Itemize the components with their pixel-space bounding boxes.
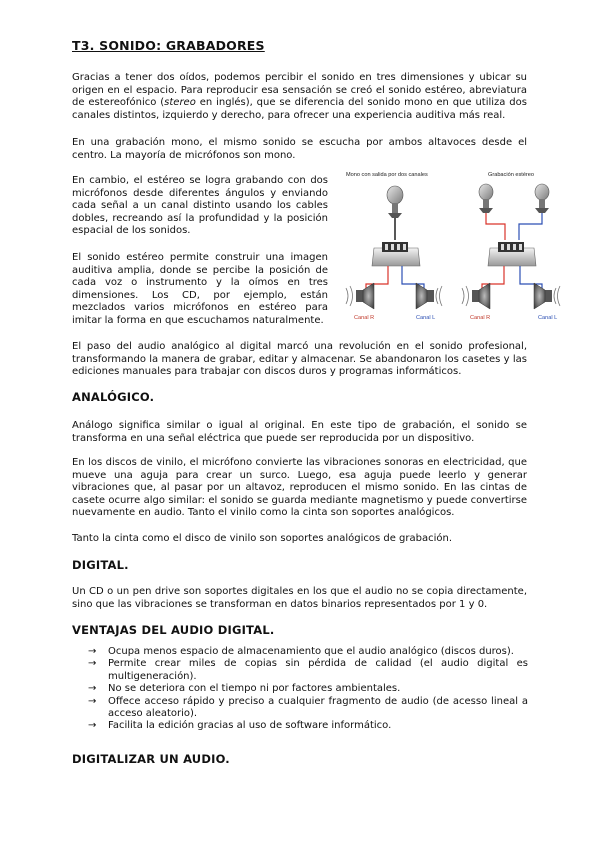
left-diagram-caption: Mono con salida por dos canales	[346, 172, 428, 178]
stereo-canal-r-label: Canal R	[470, 315, 491, 321]
mono-canal-l-label: Canal L	[416, 315, 436, 321]
arrow-right-icon: →	[88, 683, 97, 695]
intro-p1-text-start: Gracias a tener dos oídos, podemos percibir el sonido en tres dimensiones y ubicar su origen en el espacio. Para reproducir esa sensación se creó el sonido estéreo, abreviatura de estereofónico (	[72, 72, 527, 109]
stereo-microphone-right-icon	[535, 184, 549, 213]
list-item-text: Ocupa menos espacio de almacenamiento que el audio analógico (discos duros).	[108, 646, 514, 657]
list-item-text: Permite crear miles de copias sin pérdida de calidad (el audio digital es multigeneración).	[108, 658, 528, 682]
mono-right-speaker-icon	[416, 283, 442, 309]
list-item	[88, 646, 528, 658]
mono-microphone-icon	[387, 186, 403, 218]
advantages-list	[88, 646, 528, 733]
mono-canal-r-label: Canal R	[354, 315, 375, 321]
intro-p1-text-end: en inglés), que se diferencia del sonido mono en que utiliza dos canales distintos, izquierdo y derecho, para ofrecer una experiencia auditiva más real.	[72, 97, 527, 121]
mono-mixer-icon	[372, 242, 420, 266]
mono-stereo-diagram	[338, 168, 568, 326]
stereo-blue-input-cable	[519, 213, 542, 240]
list-item-text: No se deteriora con el tiempo ni por factores ambientales.	[108, 683, 401, 695]
right-diagram-caption: Grabación estéreo	[488, 172, 535, 178]
analog-paragraph-2: En los discos de vinilo, el micrófono convierte las vibraciones sonoras en electricidad, que mueve una aguja para crear un surco. Luego, esa aguja puede leerlo y generar vibraciones que, al pasar por un altavoz, reproducen el mismo sonido. En las cintas de casete ocurre algo similar: el sonido se guarda mediante magnetismo y puede convertirse nuevamente en audio. Tanto el vinilo como la cinta son soportes analógicos.	[72, 457, 527, 519]
page-title: T3. SONIDO: GRABADORES	[72, 38, 265, 53]
list-item	[88, 720, 528, 732]
heading-digital: DIGITAL.	[72, 558, 129, 572]
list-item	[88, 658, 528, 683]
arrow-right-icon: →	[88, 658, 97, 670]
intro-paragraph-5: El paso del audio analógico al digital marcó una revolución en el sonido profesional, transformando la manera de grabar, editar y almacenar. Se abandonaron los casetes y las ediciones manuales para trabajar con discos duros y programas informáticos.	[72, 341, 527, 378]
stereo-left-speaker-icon	[462, 283, 490, 309]
analog-paragraph-1: Análogo significa similar o igual al original. En este tipo de grabación, el sonido se transforma en una señal eléctrica que puede ser reproducida por un dispositivo.	[72, 420, 527, 444]
intro-paragraph-1	[72, 72, 527, 122]
stereo-canal-l-label: Canal L	[538, 315, 558, 321]
intro-p1-emphasis: stereo	[164, 97, 196, 109]
list-item	[88, 683, 528, 695]
arrow-right-icon: →	[88, 646, 97, 657]
arrow-right-icon: →	[88, 695, 97, 707]
heading-ventajas: VENTAJAS DEL AUDIO DIGITAL.	[72, 623, 275, 637]
stereo-red-input-cable	[486, 213, 505, 240]
intro-paragraph-3: En cambio, el estéreo se logra grabando con dos micrófonos desde diferentes ángulos y enviando cada señal a un canal distinto usando los cables dobles, recreando así la profundidad y la posición espacial de los sonidos.	[72, 175, 328, 237]
analog-paragraph-3: Tanto la cinta como el disco de vinilo son soportes analógicos de grabación.	[72, 533, 453, 544]
stereo-mixer-icon	[488, 242, 536, 266]
heading-digitalizar: DIGITALIZAR UN AUDIO.	[72, 752, 230, 766]
mono-left-speaker-icon	[346, 283, 374, 309]
arrow-right-icon: →	[88, 720, 97, 732]
list-item-text: Offece acceso rápido y preciso a cualquier fragmento de audio (de acesso lineal a acceso aleatorio).	[108, 695, 528, 720]
intro-paragraph-4: El sonido estéreo permite construir una imagen auditiva amplia, donde se percibe la posición de cada voz o instrumento y la oímos en tres dimensiones. Los CD, por ejemplo, están mezclados varios micrófonos en estéreo para imitar la forma en que escuchamos naturalmente.	[72, 252, 328, 326]
heading-analogico: ANALÓGICO.	[72, 390, 155, 404]
intro-paragraph-2: En una grabación mono, el mismo sonido se escucha por ambos altavoces desde el centro. La mayoría de micrófonos son mono.	[72, 137, 527, 161]
list-item-text: Facilita la edición gracias al uso de software informático.	[108, 720, 392, 732]
digital-paragraph-1: Un CD o un pen drive son soportes digitales en los que el audio no se copia directamente, sino que las vibraciones se transforman en datos binarios representados por 1 y 0.	[72, 586, 527, 610]
stereo-right-speaker-icon	[534, 283, 560, 309]
list-item	[88, 696, 528, 721]
stereo-microphone-left-icon	[479, 184, 493, 213]
